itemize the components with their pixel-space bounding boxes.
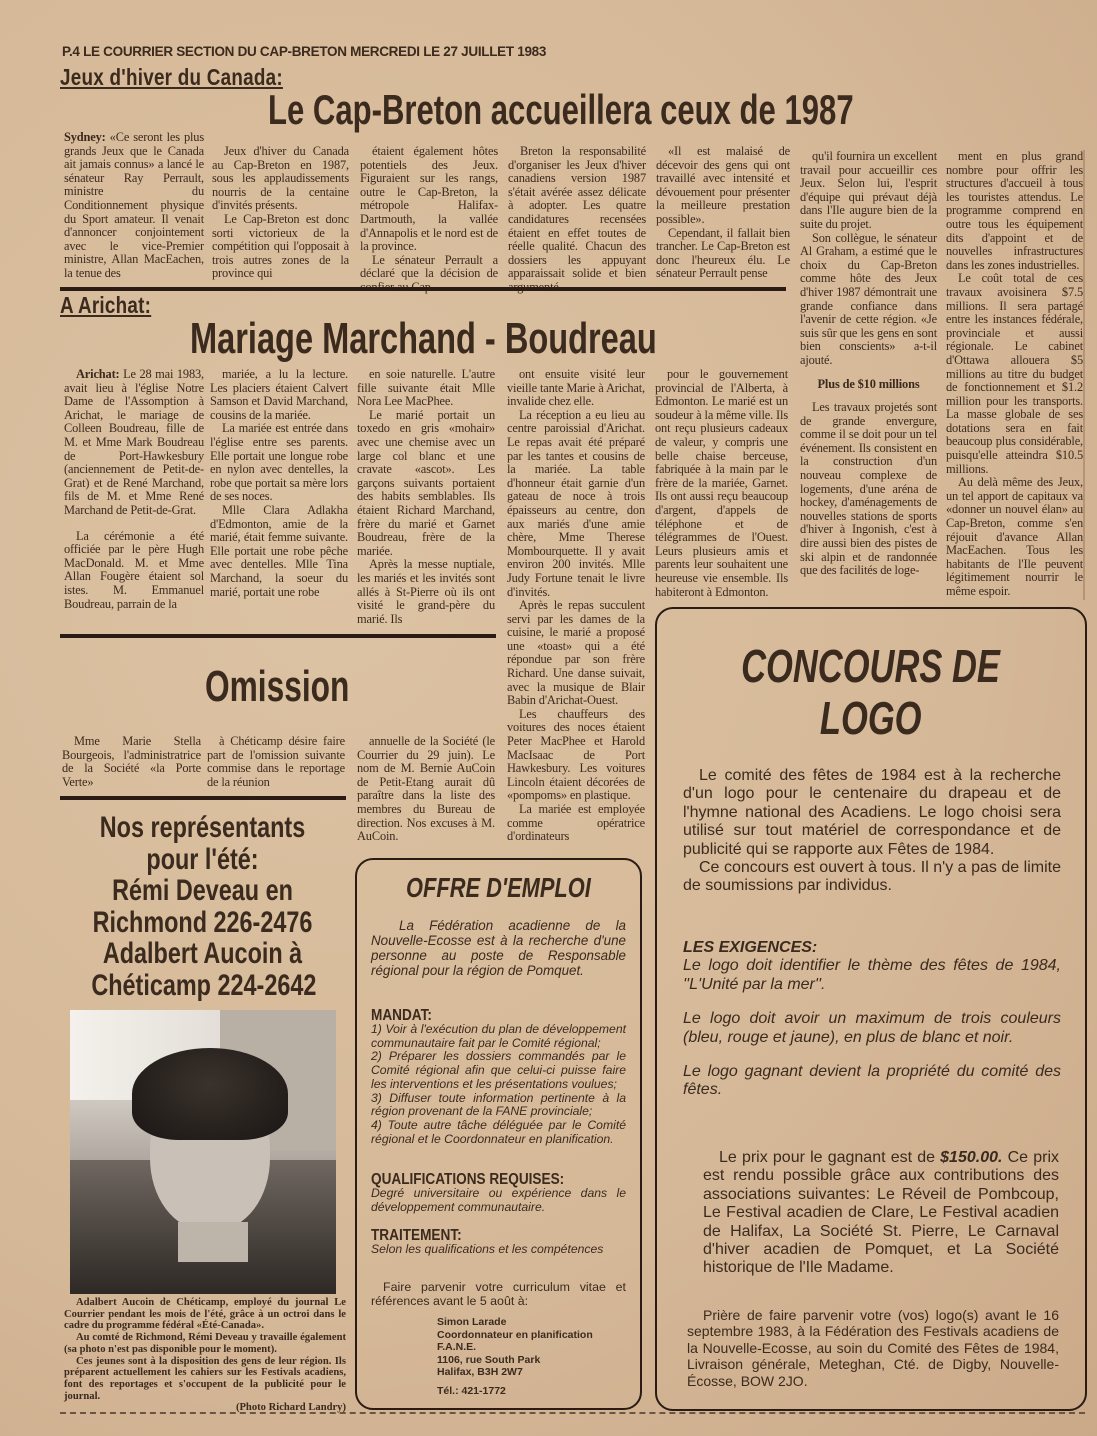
paragraph: étaient également hôtes potentiels des Jeux. Figuraient sur les rangs, outre le Cap-Breton, la métropole Halifax-Dartmouth, la vallée d'Annapolis et le nord est de la province. — [360, 144, 498, 254]
address-line: Coordonnateur en planification — [437, 1328, 593, 1341]
running-head: P.4 LE COURRIER SECTION DU CAP-BRETON MERCREDI LE 27 JUILLET 1983 — [62, 44, 547, 59]
paragraph: La mariée est employée comme opératrice d'ordinateurs — [507, 802, 645, 844]
requirements-heading: LES EXIGENCES: — [683, 939, 818, 956]
paragraph: Mme Marie Stella Bourgeois, l'administratrice de la Société «la Porte Verte» — [62, 734, 201, 789]
omission-column-1 — [62, 735, 201, 789]
paragraph: Le sénateur Perrault a déclaré que la décision de — [360, 252, 498, 281]
lead-text: Le 28 mai 1983, avait lieu à l'église Notre Dame de l'Assomption à Arichat, le mariage de Colleen Boudreau, fille de M. et Mme Mark Boudreau de Port-Hawkesbury (anciennement de Petit-de-Grat) et de René Marchand, fils de M. et Mme René Marchand de Petit-de-Grat. — [64, 367, 204, 517]
salary-section — [371, 1228, 626, 1257]
kicker-text: Jeux d'hiver du Canada: — [60, 64, 283, 90]
paragraph: Les chauffeurs des voitures des noces étaient Peter MacPhee et Harold MacIsaac de Port Hawkesbury. Les voitures Lincoln étaient décorées de «pompoms» en plastique. — [507, 706, 645, 803]
contest-requirements — [683, 939, 1061, 1116]
paragraph: annuelle de la Société (le Courrier du 29 juin). Le nom de M. Bernie AuCoin de Petit-Etang aurait dû paraître dans la liste des membres du Bureau de direction. Nos excuses à M. AuCoin. — [357, 734, 495, 844]
headline-text: Le Cap-Breton accueillera ceux de 1987 — [268, 86, 854, 133]
paragraph: Les travaux projetés sont de grande envergure, comme il se doit pour un tel événement. Ils consistent en la construction d'un nouveau complexe de logements, d'une aréna de hockey, d'aménagements de nouvelles stations de sports d'hiver à Ingonish, c'est à dire aussi bien des pistes de ski alpin et de randonnée que des facilités de loge- — [800, 400, 937, 578]
subhead: Plus de $10 millions — [817, 376, 920, 391]
mandate-item: 3) Diffuser toute information pertinente à la région provenant de la FANE provinciale; — [371, 1090, 626, 1119]
address-line: 1106, rue South Park — [437, 1353, 541, 1366]
paragraph: Le coût total de ces travaux avoisinera $7.5 millions. Il sera partagé entre les instances fédérale, provinciale et aussi régionale. Le cabinet d'Ottawa allouera $5 millions au titre du budget de fonctionnement et $1.2 million pour les transports. La masse globale de ses dotations sera en fait beaucoup plus considérable, puisqu'elle atteindra $10.5 millions. — [946, 271, 1083, 476]
caption-paragraph: Adalbert Aucoin de Chéticamp, employé du journal Le Courrier pendant les mois de l'été, grâce à un octroi dans le cadre du programme fédéral «Été-Canada». — [64, 1297, 346, 1332]
contest-title-line — [657, 691, 1085, 745]
omission-column-2 — [207, 735, 345, 789]
article1-column-7 — [946, 150, 1083, 599]
address-line: Simon Larade — [437, 1316, 507, 1328]
contest-paragraph: Le comité des fêtes de 1984 est à la recherche d'un logo pour le centenaire du drapeau et de l'hymne national des Acadiens. Le logo choisi sera utilisé sur tout matériel de correspondance et de publicité qui se rapporte aux Fêtes de 1984. — [683, 767, 1061, 858]
paragraph — [64, 368, 204, 518]
qualifications-heading: QUALIFICATIONS REQUISES: — [371, 1171, 565, 1188]
article1-headline — [268, 86, 1059, 134]
article2-column-3 — [357, 368, 495, 626]
paragraph: «Il est malaisé de décevoir des gens qui ont travaillé avec intensité et dévouement pour présenter la meilleure prestation possible». — [656, 144, 790, 226]
paragraph: Après la messe nuptiale, les mariés et les invités sont allés à St-Pierre où ils ont visité le grand-père du marié. Ils — [357, 557, 495, 626]
paragraph: La mariée est entrée dans l'église entre ses parents. Elle portait une longue robe en nylon avec dentelles, la robe que portait sa mère lors de ses noces. — [210, 421, 348, 504]
salary-heading: TRAITEMENT: — [371, 1227, 462, 1244]
paragraph: Mlle Clara Adlakha d'Edmonton, amie de la marié, était femme suivante. Elle portait une robe pêche avec dentelles. Mlle Tina Marchand, la soeur du marié, portait une robe — [210, 502, 348, 599]
contest-paragraph: Ce concours est ouvert à tous. Il n'y a pas de limite de soumissions par individus. — [683, 859, 1061, 895]
page-bottom-rule — [60, 1412, 1085, 1414]
paragraph: Le Cap-Breton est donc sorti victorieux de la compétition qui l'opposait à trois autres zones de la province qui — [212, 211, 349, 281]
page-edge — [1083, 150, 1085, 600]
paragraph: Le marié portait un toxedo en gris «mohair» avec une chemise avec un large col blanc et une cravate «ascot». Les garçons suivants portaient des habits semblables. Ils étaient Richard Marchand, frère du marié et Garnet Boudreau, frère de la mariée. — [357, 407, 495, 558]
paragraph: en soie naturelle. L'autre fille suivante était Mlle Nora Lee MacPhee. — [357, 367, 495, 409]
portrait-photo — [70, 1010, 336, 1294]
article2-column-1 — [64, 368, 204, 611]
contact-address — [437, 1316, 593, 1398]
paragraph: mariée, a lu la lecture. Les placiers étaient Calvert Samson et David Marchand, cousins de la mariée. — [210, 367, 348, 422]
headline-line: Nos représentants — [99, 811, 306, 844]
title-text: LOGO — [820, 692, 922, 744]
paragraph: Son collègue, le sénateur Al Graham, a estimé que le choix du Cap-Breton comme hôte des Jeux d'hiver 1987 démontrait une grande confiance dans l'avenir de cette région. «Je suis sûr que les gens en sont bien conscients» a-t-il ajouté. — [800, 230, 937, 367]
article2-column-2 — [210, 368, 348, 599]
article2-headline — [190, 314, 821, 364]
article1-column-5 — [656, 145, 790, 281]
article2-column-4 — [507, 368, 645, 844]
mandate-item: 2) Préparer les dossiers commandés par le Comité régional afin que celui-ci puisse faire les interventions et les présentations voulues; — [371, 1049, 626, 1091]
job-intro: La Fédération acadienne de la Nouvelle-Ecosse est à la recherche d'une personne au poste de Responsable régional pour la région de Pomquet. — [371, 918, 626, 978]
headline-line: Adalbert Aucoin à — [102, 937, 303, 970]
lead-text: «Ce seront les plus grands Jeux que le Canada ait jamais connus» a lancé le sénateur Ray Perrault, ministre du Conditionnement physique du Sport amateur. Il venait d'annoncer conjointement avec le vice-Premier ministre, Allan MacEachen, la tenue des — [64, 130, 204, 280]
mandate-section — [371, 1008, 626, 1146]
address-line: Halifax, B3H 2W7 — [437, 1366, 523, 1379]
paragraph: Au delà même des Jeux, un tel apport de capitaux va «donner un nouvel élan» au Cap-Breton, comme s'en réjouit d'avance Allan MacEachen. Tous les habitants de l'Ile peuvent légitimement nourrir le même espoir. — [946, 475, 1083, 598]
paragraph: ment en plus grand nombre pour offrir les structures d'accueil à tous les touristes attendus. Le programme comprend en outre tous les équipement dits d'appoint et de nouvelles infrastructures dans les zones industrielles. — [946, 149, 1083, 272]
column-6-bottom — [800, 401, 937, 578]
paragraph: Cependant, il fallait bien trancher. Le Cap-Breton est donc l'heureux élu. Le sénateur Perrault pense — [656, 225, 790, 281]
prize-amount: $150.00. — [940, 1149, 1003, 1166]
submission-text: Prière de faire parvenir votre (vos) logo(s) avant le 16 septembre 1983, à la Fédération des Festivals acadiens de la Nouvelle-Ecosse, au soin du Comité des Fêtes de 1984, Livraison générale, Meteghan, Cté. de Digby, Nouvelle-Écosse, BOW 2JO. — [687, 1307, 1059, 1389]
dateline: Sydney: — [64, 130, 106, 144]
section-divider — [60, 796, 346, 800]
requirement-item: Le logo doit avoir un maximum de trois couleurs (bleu, rouge et jaune), en plus de blanc et noir. — [683, 1010, 1061, 1046]
paragraph: pour le gouvernement provincial de l'Alberta, à Edmonton. Le marié est un soudeur à la même ville. Ils ont reçu plusieurs cadeaux de valeur, y compris une belle chaise berceuse, fabriquée à la main par le frère de la mariée, Garnet. Ils ont aussi reçu beaucoup d'argent, d'appels de téléphone et de télégrammes de l'Ouest. Leurs plusieurs amis et parents leur souhaitent une heureuse vie ensemble. Ils habiteront à Edmonton. — [655, 367, 788, 599]
headline-line: pour l'été: — [146, 842, 259, 876]
article1-column-2 — [212, 145, 349, 281]
headline-line: Rémi Deveau en — [112, 874, 293, 907]
omission-headline — [205, 662, 406, 712]
caption-paragraph: Au comté de Richmond, Rémi Deveau y travaille également (sa photo n'est pas disponible pour le moment). — [64, 1332, 346, 1355]
paragraph: Jeux d'hiver du Canada au Cap-Breton en 1987, sous les applaudissements nourris de la centaine d'invités présents. — [212, 144, 349, 213]
paragraph — [64, 131, 204, 281]
article1-column-1 — [64, 131, 204, 281]
job-title-text: OFFRE D'EMPLOI — [406, 872, 591, 903]
omission-column-3 — [357, 735, 495, 844]
photo-hair — [132, 1048, 288, 1140]
paragraph: à Chéticamp désire faire part de l'omission suivante commise dans le reportage de la réunion — [207, 734, 345, 789]
section-divider — [60, 634, 496, 638]
representatives-headline — [60, 812, 345, 1001]
salary-text: Selon les qualifications et les compétences — [371, 1242, 604, 1256]
contest-title-line — [657, 639, 1085, 693]
title-text: CONCOURS DE — [741, 640, 1001, 692]
dateline: Arichat: — [76, 367, 120, 381]
photo-caption — [64, 1297, 346, 1414]
contest-intro — [683, 767, 1061, 896]
article1-column-3 — [360, 145, 498, 295]
headline-text: Mariage Marchand - Boudreau — [190, 314, 657, 363]
qualifications-section — [371, 1172, 626, 1214]
paragraph: Après le repas succulent servi par les dames de la cuisine, le marié a proposé une «toast» qui a été répondue par son frère Richard. Une danse suivait, avec la musique de Blair Babin d'Arichat-Ouest. — [507, 598, 645, 708]
headline-line: Chéticamp 224-2642 — [91, 968, 317, 1002]
requirement-item: Le logo gagnant devient la propriété du comité des fêtes. — [683, 1063, 1061, 1099]
paragraph: La réception a eu lieu au centre paroissial d'Arichat. Le repas avait été préparé par les tantes et cousins de la mariée. La table d'honneur était garnie d'un gateau de noce à trois épaisseurs au centre, don aux mariés d'une amie chère, Mme Therese Mombourquette. Il y avait environ 200 invités. Mlle Judy Fortune tenait le livre d'invités. — [507, 407, 645, 599]
mandate-item: 4) Toute autre tâche déléguée par le Comité régional et le Coordonnateur en planification. — [371, 1117, 626, 1146]
contact-phone: Tél.: 421-1772 — [437, 1384, 506, 1397]
paragraph: ont ensuite visité leur vieille tante Marie à Arichat, invalide chez elle. — [507, 367, 645, 409]
job-title — [357, 872, 640, 904]
paragraph: qu'il fournira un excellent travail pour accueillir ces Jeux. Selon lui, l'esprit d'équipe qui prévaut déjà dans l'Ile augure bien de la suite du projet. — [800, 149, 937, 231]
column-1-rest — [64, 530, 204, 612]
kicker-text: A Arichat: — [60, 292, 152, 318]
contest-submission — [687, 1307, 1059, 1389]
mandate-heading: MANDAT: — [371, 1007, 432, 1024]
section-divider — [60, 287, 786, 291]
prize-text: Le prix pour le gagnant est de — [719, 1149, 941, 1166]
requirement-item: Le logo doit identifier le thème des fêtes de 1984, ''L'Unité par la mer''. — [683, 957, 1061, 993]
paragraph: Breton la responsabilité d'organiser les Jeux d'hiver canadiens version 1987 s'était avérée assez délicate à adopter. Les quatre candidatures recensées étaient en effet toutes de réelle qualité. Chacun des dossiers les appuyant apparaissait solide et bien — [508, 144, 646, 281]
contest-prize — [703, 1149, 1059, 1278]
paragraph: La cérémonie a été officiée par le père Hugh MacDonald. M. et Mme Allan Fougère étaient sol istes. M. Emmanuel Boudreau, parrain de la — [64, 528, 204, 611]
photo-neck — [178, 1222, 248, 1262]
article1-column-4 — [508, 145, 646, 295]
article2-column-5 — [655, 368, 788, 599]
prize-text: Ce prix est rendu possible grâce aux contributions des associations suivantes: Le Réveil de Pombcoup, Le Festival acadien de Clare, Le Festival acadien de Halifax, La Société St. Pierre, Le Carnaval d'hiver acadien de Pomquet, et La Société historique de l'Ile Madame. — [703, 1149, 1059, 1277]
job-offer-ad — [355, 858, 642, 1410]
article2-kicker — [60, 292, 171, 319]
logo-contest-ad — [655, 607, 1087, 1411]
apply-instructions: Faire parvenir votre curriculum vitae et références avant le 5 août à: — [371, 1280, 626, 1308]
mandate-item: 1) Voir à l'exécution du plan de développement communautaire fait par le Comité régional; — [371, 1022, 626, 1050]
caption-paragraph: Ces jeunes sont à la disposition des gens de leur région. Ils préparent actuellement les cahiers sur les Festivals acadiens, font des reportages et s'occupent de la publicité pour le journal. — [64, 1355, 346, 1402]
headline-text: Omission — [205, 662, 350, 711]
address-line: F.A.N.E. — [437, 1341, 477, 1354]
headline-line: Richmond 226-2476 — [92, 905, 313, 939]
photo-credit: (Photo Richard Landry) — [235, 1402, 346, 1414]
qualifications-text: Degré universitaire ou expérience dans le développement communautaire. — [371, 1186, 626, 1214]
